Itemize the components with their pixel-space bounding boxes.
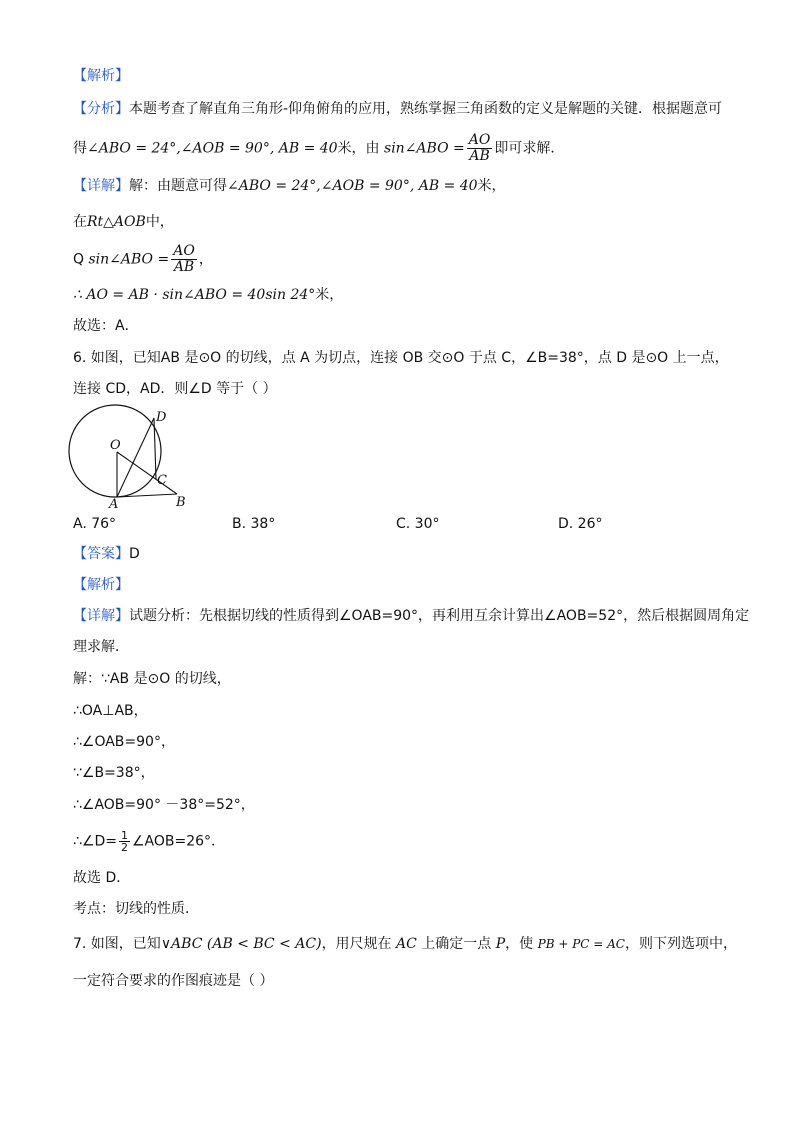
q6-option-d: D. 26°	[558, 516, 603, 532]
conclusion-1: 故选：A．	[73, 318, 139, 334]
half-num: 1	[120, 829, 128, 842]
analysis-line-2	[73, 133, 564, 164]
q6-option-a: A. 76°	[73, 516, 117, 532]
because-mark: Q	[73, 251, 85, 268]
jiexi-label: 【解析】	[73, 68, 129, 84]
q7-condition: (AB < BC < AC)	[206, 936, 322, 952]
q6-answer-line	[73, 544, 140, 564]
analysis-line-1	[73, 99, 722, 119]
frac-num-2: AO	[173, 243, 195, 259]
detail-suffix: 米，	[477, 178, 506, 194]
label-b: B	[176, 495, 186, 510]
label-o: O	[110, 438, 121, 453]
detail-prefix: 解：由题意可得	[129, 178, 227, 194]
segment-ad	[117, 418, 154, 497]
q6-step-2: ∴OA⊥AB，	[73, 703, 148, 719]
analysis-suffix: 即可求解．	[494, 140, 565, 157]
frac-den: AB	[469, 148, 490, 164]
detail-math: ∠ABO = 24°,∠AOB = 90°, AB = 40	[227, 178, 478, 194]
q6-detail-line-1	[73, 606, 749, 626]
fraction-ao-ab	[467, 133, 493, 164]
q7-mid3: ，使	[505, 936, 534, 952]
rt-triangle-line	[73, 212, 174, 232]
rt-suffix: 中，	[145, 214, 174, 230]
half-den: 2	[120, 841, 128, 854]
q7-equation: PB + PC = AC	[537, 937, 625, 951]
xiangjie-label: 【详解】	[73, 178, 129, 194]
therefore-math: ∴ AO = AB · sin∠ABO = 40sin 24°	[73, 287, 316, 303]
label-d: D	[156, 410, 167, 425]
q6-geometry-figure	[68, 404, 194, 512]
fraction-ao-ab-2	[171, 244, 197, 275]
q7-ac: AC	[396, 936, 417, 952]
q7-prefix: 7. 如图，已知	[73, 936, 161, 952]
q7-triangle: ∨ABC	[160, 936, 203, 952]
q6-step-1: 解：∵AB 是⊙O 的切线，	[73, 671, 231, 687]
q6-jiexi-label: 【解析】	[73, 577, 129, 593]
fenxi-label: 【分析】	[73, 101, 129, 117]
q7-p: P	[495, 936, 506, 952]
q6-stem-line-2: 连接 CD，AD．则∠D 等于（ ）	[73, 381, 277, 397]
fraction-half	[119, 830, 130, 853]
q6-option-b: B. 38°	[232, 516, 276, 532]
q6-step-3: ∴∠OAB=90°，	[73, 734, 175, 750]
label-a: A	[109, 497, 119, 512]
q6-conclusion: 故选 D．	[73, 870, 131, 886]
analysis-sin: sin∠ABO =	[384, 140, 465, 157]
q6-step-6	[73, 830, 225, 853]
q6-xiangjie-label: 【详解】	[73, 608, 129, 624]
answer-value: D	[129, 546, 140, 562]
q6-step-4: ∵∠B=38°，	[73, 765, 155, 781]
because-sin: sin∠ABO =	[88, 251, 170, 268]
q7-suffix: ，则下列选项中，	[625, 936, 737, 952]
q7-stem-line-2: 一定符合要求的作图痕迹是（ ）	[73, 973, 274, 989]
q7-stem-line-1	[73, 934, 737, 954]
q6-option-c: C. 30°	[396, 516, 440, 532]
therefore-line	[73, 285, 343, 305]
q7-mid2: 上确定一点	[421, 936, 492, 952]
analysis-mid: 米，由	[337, 140, 380, 157]
label-c: C	[157, 473, 167, 488]
segment-ob	[117, 452, 177, 494]
q7-mid: ，用尺规在	[321, 936, 392, 952]
frac-num: AO	[468, 132, 491, 148]
q6-detail-line-2: 理求解．	[73, 639, 129, 655]
rt-prefix: 在	[73, 214, 87, 230]
frac-den-2: AB	[173, 259, 195, 275]
because-suffix: ，	[198, 251, 213, 268]
detail-line	[73, 176, 506, 196]
therefore-suffix: 米，	[315, 287, 344, 303]
analysis-text: 本题考查了解直角三角形-仰角俯角的应用，熟练掌握三角函数的定义是解题的关键．根据题意可	[129, 101, 723, 117]
q6-kaodian: 考点：切线的性质．	[73, 901, 199, 917]
q6-stem-line-1: 6. 如图，已知AB 是⊙O 的切线，点 A 为切点，连接 OB 交⊙O 于点 C，∠B=38°，点 D 是⊙O 上一点，	[73, 350, 729, 366]
rt-math: Rt△AOB	[87, 214, 146, 230]
answer-label: 【答案】	[73, 546, 129, 562]
analysis-math: ∠ABO = 24°,∠AOB = 90°, AB = 40	[87, 140, 338, 157]
step6-prefix: ∴∠D=	[73, 833, 117, 850]
q6-step-5: ∴∠AOB=90° －38°=52°，	[73, 797, 255, 813]
because-line	[73, 244, 213, 275]
analysis-prefix: 得	[73, 140, 87, 157]
step6-suffix: ∠AOB=26°．	[131, 833, 226, 850]
q6-detail-text-1: 试题分析：先根据切线的性质得到∠OAB=90°，再利用互余计算出∠AOB=52°，然后根据圆周角定	[129, 608, 750, 624]
